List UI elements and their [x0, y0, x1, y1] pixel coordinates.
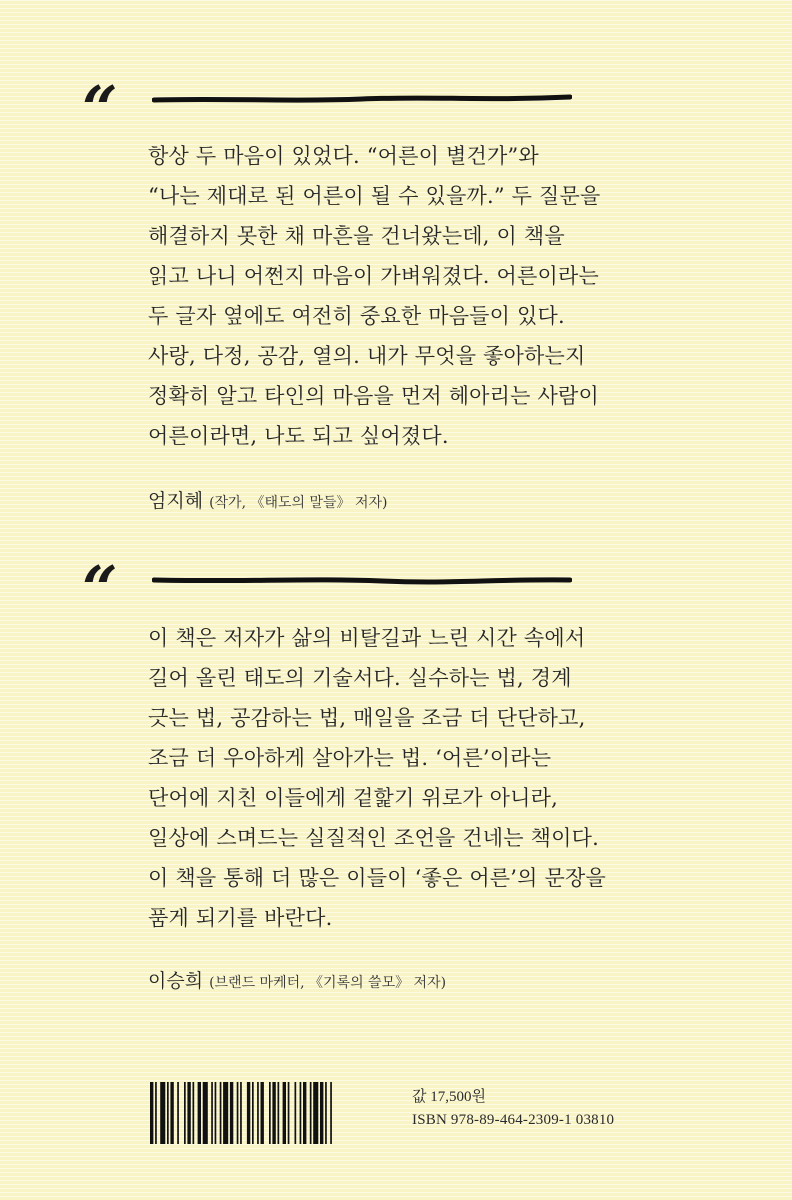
barcode-bar — [170, 1082, 173, 1144]
review-2-line: 일상에 스며드는 실질적인 조언을 건네는 책이다. — [148, 826, 599, 850]
barcode-bar — [272, 1082, 275, 1144]
barcode-bar — [278, 1082, 280, 1144]
review-1-line: “나는 제대로 된 어른이 될 수 있을까.” 두 질문을 — [148, 184, 601, 208]
barcode-bar — [240, 1082, 242, 1144]
review-1-line: 어른이라면, 나도 되고 싶어졌다. — [148, 424, 449, 448]
barcode-bar — [247, 1082, 250, 1144]
barcode-bar — [295, 1082, 297, 1144]
review-2-line: 품게 되기를 바란다. — [148, 906, 333, 930]
barcode-bar — [177, 1082, 179, 1144]
barcode-bar — [252, 1082, 254, 1144]
review-1-line: 두 글자 옆에도 여전히 중요한 마음들이 있다. — [148, 304, 565, 328]
review-1-author-name: 엄지혜 — [148, 490, 204, 512]
barcode-bar — [330, 1082, 332, 1144]
barcode-bar — [300, 1082, 302, 1144]
quote-rule-2 — [152, 573, 572, 587]
review-1-author-role: (작가, 《태도의 말들》 저자) — [209, 495, 388, 511]
barcode-bar — [160, 1082, 165, 1144]
review-2-line: 단어에 지친 이들에게 겉핥기 위로가 아니라, — [148, 786, 558, 810]
barcode-bar — [257, 1082, 259, 1144]
review-2-line: 조금 더 우아하게 살아가는 법. ‘어른’이라는 — [148, 746, 552, 770]
barcode-bar — [150, 1082, 153, 1144]
barcode-bar — [220, 1082, 222, 1144]
barcode-bar — [198, 1082, 201, 1144]
review-1-line: 읽고 나니 어쩐지 마음이 가벼워졌다. 어른이라는 — [148, 264, 599, 288]
quote-mark-2: “ — [82, 552, 114, 625]
barcode-bar — [187, 1082, 190, 1144]
barcode-bar — [325, 1082, 327, 1144]
barcode-bar — [288, 1082, 290, 1144]
price: 값 17,500원 — [412, 1089, 486, 1105]
review-2-author-role: (브랜드 마케터, 《기록의 쓸모》 저자) — [209, 975, 447, 991]
review-1-line: 사랑, 다정, 공감, 열의. 내가 무엇을 좋아하는지 — [148, 344, 586, 368]
barcode-bar — [269, 1082, 271, 1144]
review-2-line: 길어 올린 태도의 기술서다. 실수하는 법, 경계 — [148, 666, 572, 690]
isbn: ISBN 978-89-464-2309-1 03810 — [412, 1112, 615, 1128]
barcode-bar — [303, 1082, 306, 1144]
barcode-bar — [230, 1082, 233, 1144]
review-2-line: 이 책은 저자가 삶의 비탈길과 느린 시간 속에서 — [148, 626, 586, 650]
barcode-bar — [203, 1082, 208, 1144]
barcode — [150, 1082, 400, 1144]
barcode-bar — [310, 1082, 312, 1144]
barcode-bar — [261, 1082, 264, 1144]
barcode-bar — [320, 1082, 323, 1144]
review-1-author — [148, 486, 388, 513]
barcode-bar — [223, 1082, 228, 1144]
quote-rule-1 — [152, 92, 572, 106]
review-2-author-name: 이승희 — [148, 970, 204, 992]
review-1-line: 해결하지 못한 채 마흔을 건너왔는데, 이 책을 — [148, 224, 565, 248]
review-1-text — [148, 136, 618, 456]
review-1-line: 항상 두 마음이 있었다. “어른이 별건가”와 — [148, 144, 539, 168]
barcode-bar — [215, 1082, 217, 1144]
review-2-author — [148, 966, 446, 993]
review-2-text — [148, 618, 618, 938]
barcode-bar — [237, 1082, 239, 1144]
review-1-line: 정확히 알고 타인의 마음을 먼저 헤아리는 사람이 — [148, 384, 599, 408]
barcode-bar — [167, 1082, 169, 1144]
barcode-bar — [211, 1082, 213, 1144]
review-2-line: 긋는 법, 공감하는 법, 매일을 조금 더 단단하고, — [148, 706, 586, 730]
review-2-line: 이 책을 통해 더 많은 이들이 ‘좋은 어른’의 문장을 — [148, 866, 606, 890]
barcode-bar — [283, 1082, 286, 1144]
quote-mark-1: “ — [82, 72, 114, 145]
barcode-bar — [313, 1082, 318, 1144]
barcode-bar — [193, 1082, 195, 1144]
barcode-bar — [184, 1082, 186, 1144]
barcode-bar — [155, 1082, 157, 1144]
